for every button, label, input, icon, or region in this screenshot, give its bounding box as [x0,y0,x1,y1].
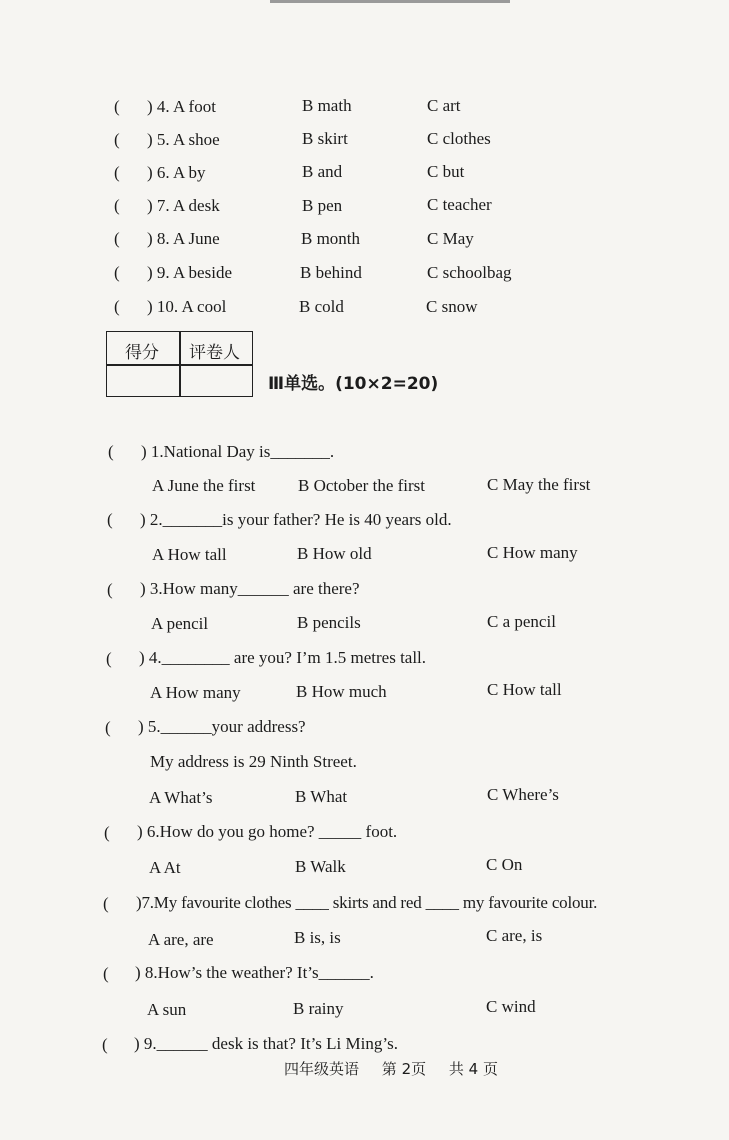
scan-edge-line [270,0,510,3]
option-c: C snow [426,297,478,316]
option-b: B How old [297,544,372,563]
vocab-item: ) 7. A desk [147,196,220,215]
option-b: B cold [299,297,344,316]
question-context: My address is 29 Ninth Street. [150,752,357,771]
option-b: B October the first [298,476,425,495]
question-text: )7.My favourite clothes ____ skirts and red ____ my favourite colour. [136,893,598,912]
score-header: 得分 [125,343,159,363]
option-c: C schoolbag [427,263,512,282]
option-c: C Where’s [487,785,559,804]
option-c: C On [486,855,523,874]
question-text: ) 1.National Day is_______. [141,442,335,461]
option-a: A sun [147,1000,187,1019]
option-c: C May the first [487,475,591,494]
question-text: ) 3.How many______ are there? [140,579,360,598]
answer-paren: ( [104,823,110,842]
answer-paren: ( [102,1035,108,1054]
option-b: B is, is [294,928,341,947]
answer-paren: ( [114,229,120,248]
vocab-item: ) 4. A foot [147,97,216,116]
footer-page: 第 2页 [381,1060,427,1078]
answer-paren: ( [108,442,114,461]
option-b: B Walk [295,857,346,876]
footer-total: 共 4 页 [448,1060,498,1078]
option-a: A At [149,858,181,877]
question-text: ) 4.________ are you? I’m 1.5 metres tall. [139,648,427,667]
answer-paren: ( [103,964,109,983]
answer-paren: ( [114,196,120,215]
score-table [106,331,253,397]
grader-header: 评卷人 [189,343,240,363]
answer-paren: ( [114,163,120,182]
option-b: B rainy [293,999,344,1018]
option-a: A June the first [152,476,256,495]
answer-paren: ( [105,718,111,737]
answer-paren: ( [106,649,112,668]
answer-paren: ( [107,510,113,529]
option-b: B What [295,787,348,806]
option-c: C teacher [427,195,492,214]
answer-paren: ( [114,130,120,149]
option-a: A What’s [149,788,213,807]
vocab-item: ) 10. A cool [147,297,227,316]
option-b: B pencils [297,613,361,632]
option-c: C How many [487,543,578,562]
page-footer [284,1058,516,1079]
option-a: A are, are [148,930,214,949]
option-c: C but [427,162,465,181]
option-b: B behind [300,263,362,282]
table-divider [107,364,252,366]
option-a: A How tall [152,545,227,564]
answer-paren: ( [114,97,120,116]
option-b: B pen [302,196,343,215]
answer-paren: ( [114,263,120,282]
vocab-item: ) 9. A beside [147,263,232,282]
question-text: ) 6.How do you go home? _____ foot. [137,822,398,841]
option-c: C art [427,96,461,115]
option-c: C clothes [427,129,491,148]
vocab-item: ) 8. A June [147,229,220,248]
answer-paren: ( [114,297,120,316]
section-title: Ⅲ单选。(10×2=20) [268,374,439,394]
option-c: C How tall [487,680,562,699]
vocab-item: ) 6. A by [147,163,206,182]
question-text: ) 9.______ desk is that? It’s Li Ming’s. [134,1034,398,1053]
option-b: B skirt [302,129,348,148]
option-a: A pencil [151,614,209,633]
option-c: C a pencil [487,612,556,631]
vocab-item: ) 5. A shoe [147,130,220,149]
option-c: C are, is [486,926,543,945]
option-b: B and [302,162,343,181]
answer-paren: ( [103,894,109,913]
option-b: B How much [296,682,387,701]
question-text: ) 2._______is your father? He is 40 years old. [140,510,452,529]
option-b: B math [302,96,352,115]
question-text: ) 5.______your address? [138,717,306,736]
answer-paren: ( [107,580,113,599]
option-a: A How many [150,683,241,702]
option-b: B month [301,229,361,248]
option-c: C May [427,229,474,248]
question-text: ) 8.How’s the weather? It’s______. [135,963,374,982]
footer-subject: 四年级英语 [284,1060,360,1078]
option-c: C wind [486,997,536,1016]
